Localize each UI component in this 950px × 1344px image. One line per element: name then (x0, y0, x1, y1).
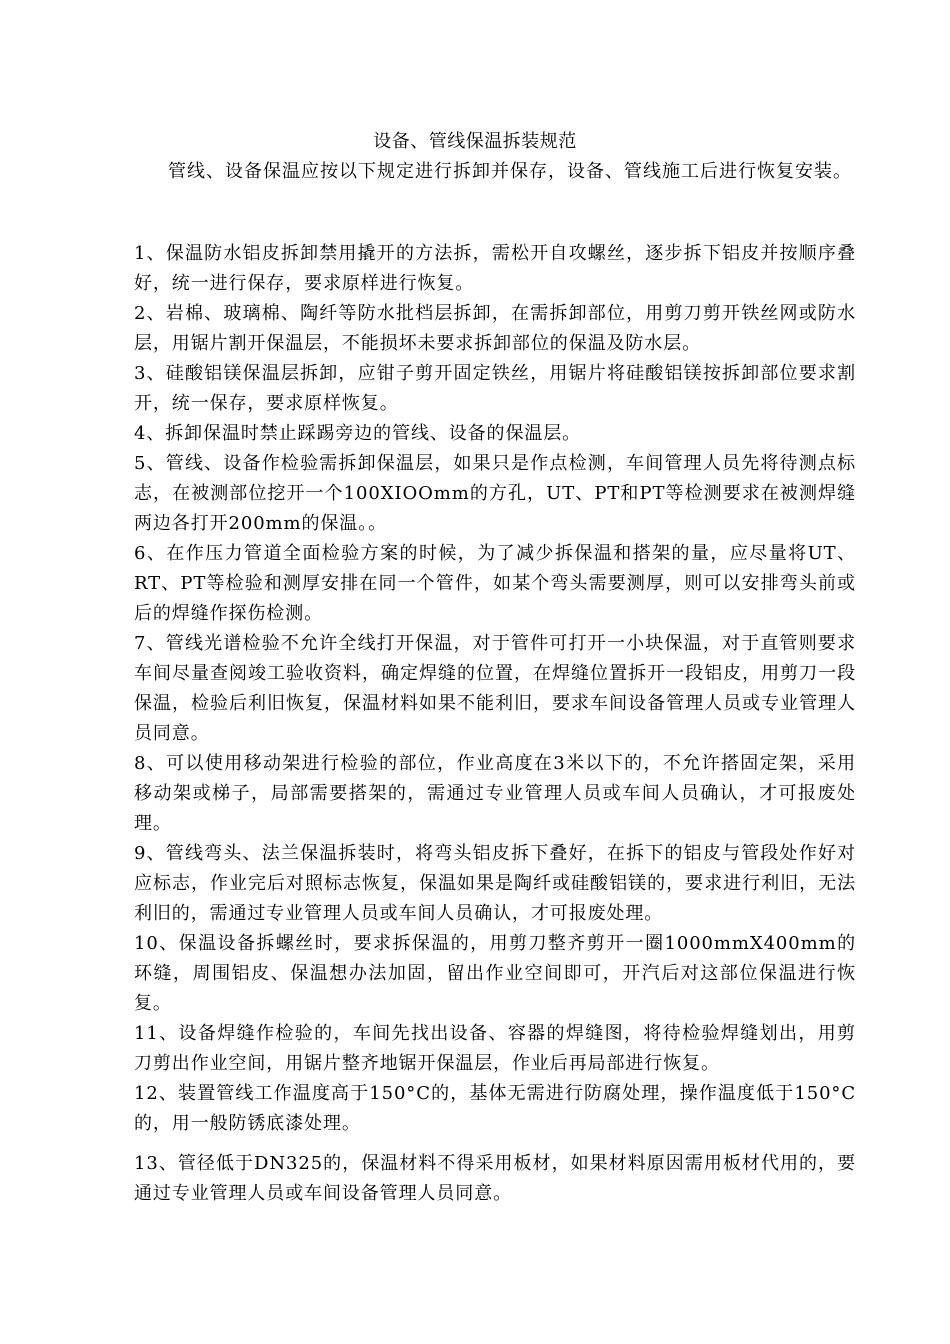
rule-item-13: 13、管径低于DN325的，保温材料不得采用板材，如果材料原因需用板材代用的，要通过专业管理人员或车间设备管理人员同意。 (134, 1153, 856, 1204)
intro-paragraph: 管线、设备保温应按以下规定进行拆卸并保存，设备、管线施工后进行恢复安装。 (168, 161, 852, 182)
rule-item-4: 4、拆卸保温时禁止踩踢旁边的管线、设备的保温层。 (134, 423, 582, 444)
rule-item-2: 2、岩棉、玻璃棉、陶纤等防水批档层拆卸，在需拆卸部位，用剪刀剪开铁丝网或防水层，用锯片割开保温层，不能损坏未要求拆卸部位的保温及防水层。 (134, 303, 856, 354)
rule-item-7: 7、管线光谱检验不允许全线打开保温，对于管件可打开一小块保温，对于直管则要求车间尽量查阅竣工验收资料，确定焊缝的位置，在焊缝位置拆开一段铝皮，用剪刀一段保温，检验后利旧恢复，保温材料如果不能利旧，要求车间设备管理人员或专业管理人员同意。 (134, 633, 856, 744)
rule-item-9: 9、管线弯头、法兰保温拆装时，将弯头铝皮拆下叠好，在拆下的铝皮与管段处作好对应标志，作业完后对照标志恢复，保温如果是陶纤或硅酸铝镁的，要求进行利旧，无法利旧的，需通过专业管理人员或车间人员确认，才可报废处理。 (134, 843, 856, 924)
document-title: 设备、管线保温拆装规范 (373, 131, 577, 152)
rule-item-8: 8、可以使用移动架进行检验的部位，作业高度在3米以下的，不允许搭固定架，采用移动架或梯子，局部需要搭架的，需通过专业管理人员或车间人员确认，才可报废处理。 (134, 753, 856, 834)
rule-item-3: 3、硅酸铝镁保温层拆卸，应钳子剪开固定铁丝，用锯片将硅酸铝镁按拆卸部位要求割开，统一保存，要求原样恢复。 (134, 363, 856, 414)
rule-item-5: 5、管线、设备作检验需拆卸保温层，如果只是作点检测，车间管理人员先将待测点标志，在被测部位挖开一个100XIOOmm的方孔，UT、PT和PT等检测要求在被测焊缝两边各打开200mm的保温。。 (134, 453, 856, 534)
rule-list (134, 239, 856, 1209)
rule-item-6: 6、在作压力管道全面检验方案的时候，为了减少拆保温和搭架的量，应尽量将UT、RT、PT等检验和测厚安排在同一个管件，如某个弯头需要测厚，则可以安排弯头前或后的焊缝作探伤检测。 (134, 543, 856, 624)
rule-item-1: 1、保温防水铝皮拆卸禁用撬开的方法拆，需松开自攻螺丝，逐步拆下铝皮并按顺序叠好，统一进行保存，要求原样进行恢复。 (134, 243, 856, 294)
rule-item-12: 12、装置管线工作温度高于150°C的，基体无需进行防腐处理，操作温度低于150°C的，用一般防锈底漆处理。 (134, 1083, 856, 1134)
rule-item-10: 10、保温设备拆螺丝时，要求拆保温的，用剪刀整齐剪开一圈1000mmX400mm的环缝，周围铝皮、保温想办法加固，留出作业空间即可，开汽后对这部位保温进行恢复。 (134, 933, 856, 1014)
rule-item-11: 11、设备焊缝作检验的，车间先找出设备、容器的焊缝图，将待检验焊缝划出，用剪刀剪出作业空间，用锯片整齐地锯开保温层，作业后再局部进行恢复。 (134, 1023, 856, 1074)
